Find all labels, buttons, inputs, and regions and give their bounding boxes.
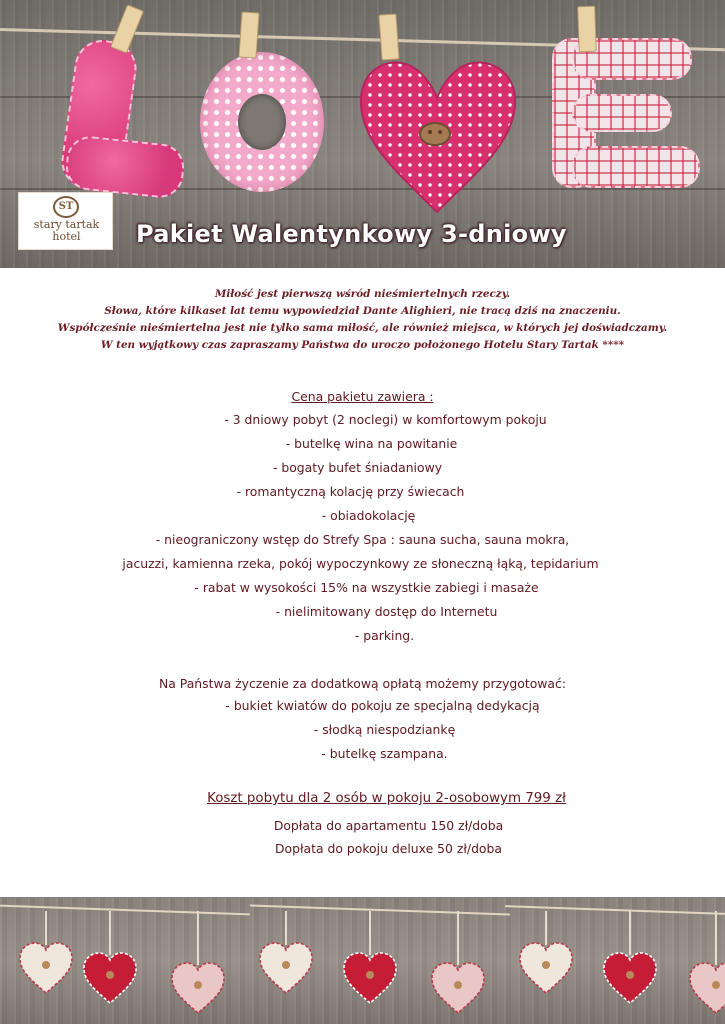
heart-cord <box>545 911 547 945</box>
package-item: - parking. <box>354 628 415 643</box>
heart-cord <box>369 911 371 955</box>
clothesline <box>505 905 725 915</box>
hotel-logo <box>18 192 113 250</box>
fabric-heart-image <box>82 951 138 1005</box>
clothesline <box>250 904 510 915</box>
love-letter-e-image <box>552 38 700 188</box>
love-letter-o-image <box>200 52 324 192</box>
logo-name: stary tartak <box>33 218 100 231</box>
clothespin-image <box>378 13 399 60</box>
intro-line: W ten wyjątkowy czas zapraszamy Państwa do uroczo położonego Hotelu Stary Tartak **** <box>100 339 625 351</box>
package-item: - romantyczną kolację przy świecach <box>236 484 465 499</box>
intro-text <box>0 286 725 354</box>
heart-cord <box>109 911 111 955</box>
heart-cord <box>715 911 717 965</box>
package-item: jacuzzi, kamienna rzeka, pokój wypoczynkowy ze słoneczną łąką, tepidarium <box>122 556 599 571</box>
price-deluxe-surcharge: Dopłata do pokoju deluxe 50 zł/doba <box>275 841 502 856</box>
fabric-heart-image <box>170 961 226 1015</box>
heart-cord <box>45 911 47 945</box>
intro-line: Miłość jest pierwszą wśród nieśmiertelnych rzeczy. <box>214 288 511 300</box>
logo-subtitle: hotel <box>52 230 81 243</box>
heart-cord <box>629 911 631 955</box>
extras-item: - butelkę szampana. <box>321 746 448 761</box>
heart-cord <box>197 911 199 965</box>
clothespin-image <box>238 11 259 58</box>
fabric-heart-image <box>518 941 574 995</box>
clothesline <box>0 905 250 916</box>
love-letter-l-image <box>46 40 186 195</box>
extras-heading: Na Państwa życzenie za dodatkową opłatą możemy przygotować: <box>158 676 566 691</box>
extras-item: - słodką niespodziankę <box>313 722 456 737</box>
price-main: Koszt pobytu dla 2 osób w pokoju 2-osobowym 799 zł <box>207 791 566 806</box>
fabric-heart-image <box>602 951 658 1005</box>
header-banner <box>0 0 725 268</box>
intro-line: Współcześnie nieśmiertelna jest nie tylko sama miłość, ale również miejsca, w których jej doświadczamy. <box>57 322 668 334</box>
package-item: - 3 dniowy pobyt (2 noclegi) w komfortowym pokoju <box>224 412 547 427</box>
fabric-heart-image <box>688 961 725 1015</box>
package-item: - nielimitowany dostęp do Internetu <box>275 604 498 619</box>
price-apartment-surcharge: Dopłata do apartamentu 150 zł/doba <box>273 818 504 833</box>
package-item: - bogaty bufet śniadaniowy <box>272 460 443 475</box>
package-item: - butelkę wina na powitanie <box>285 436 458 451</box>
heart-cord <box>457 911 459 965</box>
love-heart-v-image <box>355 40 520 220</box>
fabric-heart-image <box>258 941 314 995</box>
clothespin-image <box>577 6 597 53</box>
heart-cord <box>285 911 287 945</box>
fabric-heart-image <box>18 941 74 995</box>
intro-line: Słowa, które kilkaset lat temu wypowiedział Dante Alighieri, nie tracą dziś na znaczeniu. <box>104 305 621 317</box>
package-item: - obiadokolację <box>321 508 416 523</box>
page-title: Pakiet Walentynkowy 3-dniowy <box>136 220 567 248</box>
package-item: - rabat w wysokości 15% na wszystkie zabiegi i masaże <box>194 580 539 595</box>
fabric-heart-image <box>342 951 398 1005</box>
extras-item: - bukiet kwiatów do pokoju ze specjalną dedykacją <box>225 698 540 713</box>
footer-hearts-banner <box>0 897 725 1024</box>
fabric-heart-image <box>430 961 486 1015</box>
logo-monogram: ST <box>53 196 79 218</box>
package-item: - nieograniczony wstęp do Strefy Spa : sauna sucha, sauna mokra, <box>155 532 570 547</box>
package-heading: Cena pakietu zawiera : <box>291 389 434 404</box>
